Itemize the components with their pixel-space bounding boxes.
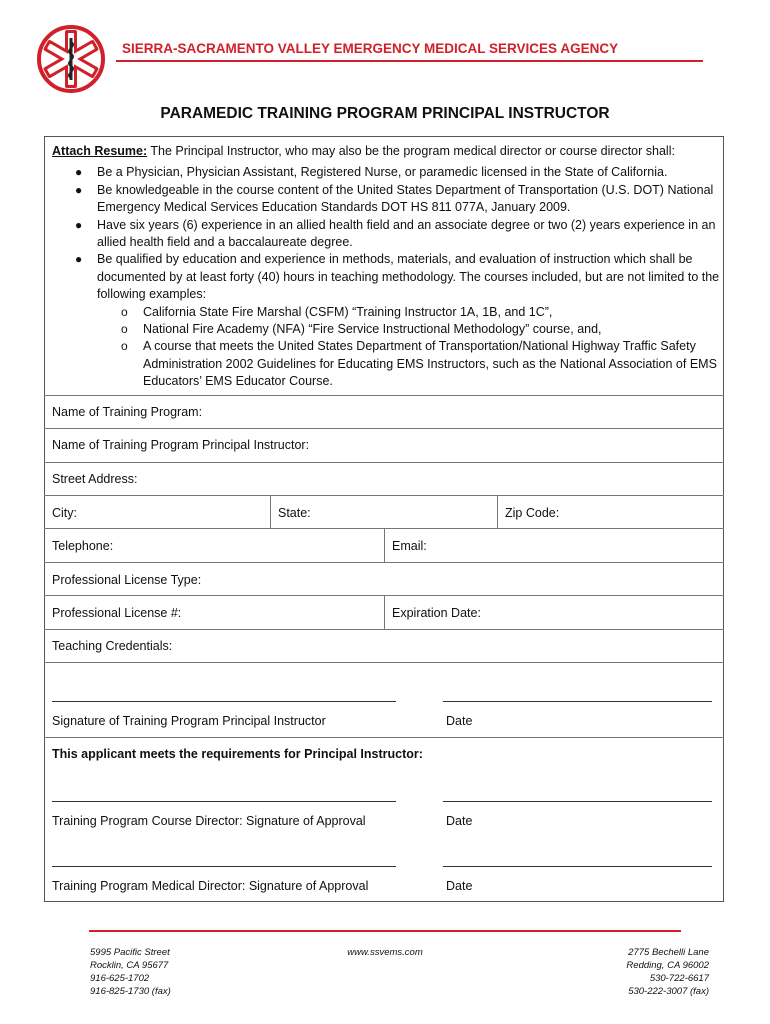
footer-right-address: 2775 Bechelli Lane Redding, CA 96002 530-722-6617 530-222-3007 (fax) [626, 947, 709, 997]
agency-name: SIERRA-SACRAMENTO VALLEY EMERGENCY MEDICAL SERVICES AGENCY [122, 41, 619, 56]
course-director-label: Training Program Course Director: Signature of Approval [52, 814, 366, 828]
date-label: Date [446, 814, 473, 828]
row-divider [44, 562, 724, 563]
bullet-icon: ● [75, 252, 83, 267]
list-item: ● Be knowledgeable in the course content of the United States Department of Transportation (U.S. DOT) National Emergency Medical Services Education Standards DOT HS 811 077A, January 2009. [75, 182, 714, 215]
footer-website[interactable]: www.ssvems.com [347, 947, 423, 958]
circle-bullet-icon: o [121, 339, 128, 354]
circle-bullet-icon: o [121, 322, 128, 337]
email-field[interactable]: Email: [392, 539, 427, 553]
approval-heading: This applicant meets the requirements for Principal Instructor: [52, 747, 423, 761]
cell-divider [270, 495, 271, 528]
row-divider [44, 428, 724, 429]
instructor-name-field[interactable]: Name of Training Program Principal Instructor: [52, 438, 310, 452]
footer-rule [89, 930, 681, 932]
date-label: Date [446, 879, 473, 893]
instructor-date-line[interactable] [443, 701, 712, 702]
list-item: o National Fire Academy (NFA) “Fire Service Instructional Methodology” course, and, [143, 321, 720, 338]
telephone-field[interactable]: Telephone: [52, 539, 114, 553]
cell-divider [497, 495, 498, 528]
bullet-icon: ● [75, 217, 83, 232]
circle-bullet-icon: o [121, 304, 128, 319]
zip-code-field[interactable]: Zip Code: [505, 506, 560, 520]
cell-divider [384, 528, 385, 562]
medical-director-signature-line[interactable] [52, 866, 396, 867]
list-item: ● Be a Physician, Physician Assistant, Registered Nurse, or paramedic licensed in the State of California. [97, 164, 720, 181]
row-divider [44, 462, 724, 463]
requirements-list [52, 164, 720, 390]
list-item: ● Be qualified by education and experience in methods, materials, and evaluation of instruction which shall be documented by at least forty (40) hours in teaching methodology. The courses included, but are not limited to the following examples: o California State Fire Marshal (CSFM) “Training Instructor 1A, 1B, and 1C”, o National Fire Academy (NFA) “Fire Service Instructional Methodology” course, and, o A course that meets the United States Department of Transportation/National Highway Traffic Safety Administration 2002 Guidelines for Educating EMS Instructors, such as the National Association of EMS Educators’ EMS Educator Course. [97, 251, 720, 390]
state-field[interactable]: State: [278, 506, 311, 520]
teaching-credentials-field[interactable]: Teaching Credentials: [52, 639, 173, 653]
city-field[interactable]: City: [52, 506, 77, 520]
star-of-life-icon [34, 22, 108, 96]
list-item: o California State Fire Marshal (CSFM) “Training Instructor 1A, 1B, and 1C”, [143, 304, 720, 321]
list-item: o A course that meets the United States Department of Transportation/National Highway Traffic Safety Administration 2002 Guidelines for Educating EMS Instructors, such as the National Association of EMS Educators’ EMS Educator Course. [121, 339, 717, 389]
row-divider [44, 737, 724, 738]
cell-divider [384, 595, 385, 629]
bullet-icon: ● [75, 165, 83, 180]
street-address-field[interactable]: Street Address: [52, 472, 138, 486]
program-name-field[interactable]: Name of Training Program: [52, 405, 203, 419]
page-title: PARAMEDIC TRAINING PROGRAM PRINCIPAL INSTRUCTOR [160, 105, 610, 122]
attach-resume-label: Attach Resume: [52, 144, 148, 158]
row-divider [44, 629, 724, 630]
medical-director-date-line[interactable] [443, 866, 712, 867]
row-divider [44, 395, 724, 396]
instructor-signature-line[interactable] [52, 701, 396, 702]
medical-director-label: Training Program Medical Director: Signature of Approval [52, 879, 369, 893]
list-item: ● Have six years (6) experience in an allied health field and an associate degree or two (2) years experience in an allied health field and a baccalaureate degree. [75, 217, 716, 250]
row-divider [44, 662, 724, 663]
requirements-section [52, 143, 720, 391]
header-rule [116, 60, 703, 62]
instructor-signature-label: Signature of Training Program Principal Instructor [52, 714, 326, 728]
course-director-date-line[interactable] [443, 801, 712, 802]
date-label: Date [446, 714, 473, 728]
row-divider [44, 495, 724, 496]
bullet-icon: ● [75, 182, 83, 197]
license-type-field[interactable]: Professional License Type: [52, 573, 202, 587]
lead-text: The Principal Instructor, who may also be the program medical director or course director shall: [147, 144, 675, 158]
license-number-field[interactable]: Professional License #: [52, 606, 182, 620]
course-director-signature-line[interactable] [52, 801, 396, 802]
expiration-date-field[interactable]: Expiration Date: [392, 606, 481, 620]
attach-resume-lead [52, 143, 720, 160]
examples-list [97, 304, 720, 391]
footer-left-address: 5995 Pacific Street Rocklin, CA 95677 916-625-1702 916-825-1730 (fax) [90, 947, 171, 997]
